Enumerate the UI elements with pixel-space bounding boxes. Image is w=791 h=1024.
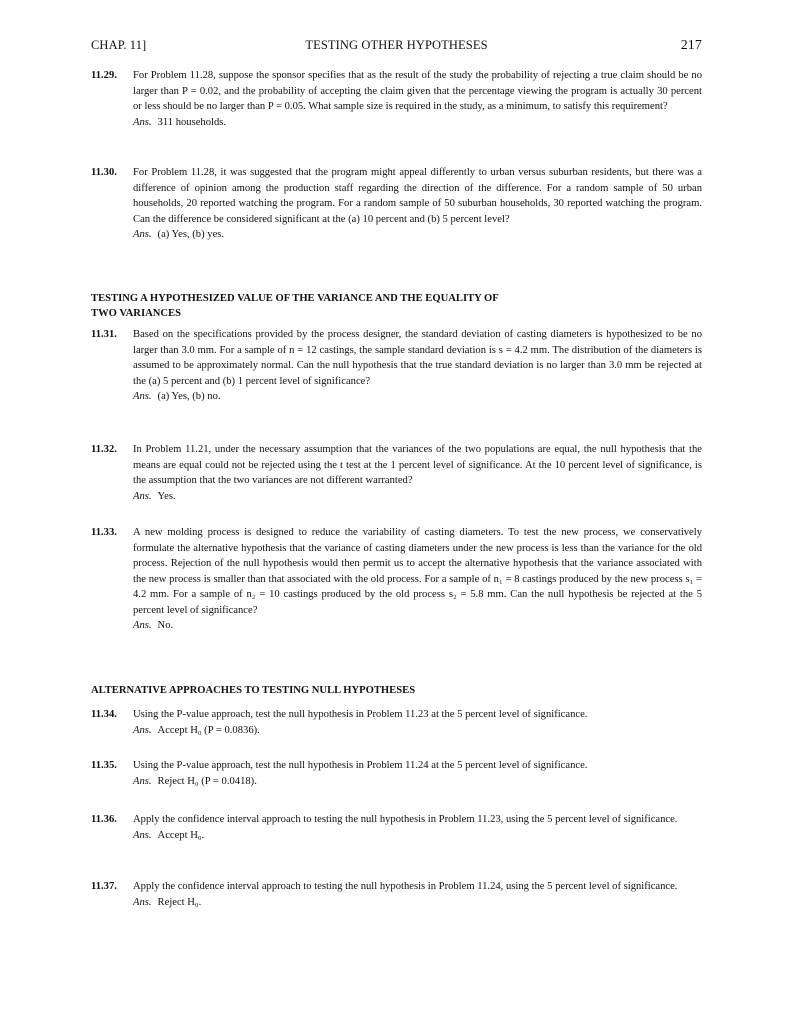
answer-label: Ans. bbox=[133, 391, 152, 402]
answer-label: Ans. bbox=[133, 724, 152, 736]
problem-11-33 bbox=[91, 525, 702, 634]
problem-number: 11.36. bbox=[91, 814, 117, 825]
problem-11-32 bbox=[91, 442, 702, 504]
problem-answer bbox=[133, 389, 702, 405]
answer-text: Reject H₀. bbox=[157, 896, 202, 908]
problem-answer bbox=[133, 618, 702, 634]
answer-text: (a) Yes, (b) no. bbox=[157, 391, 221, 402]
answer-label: Ans. bbox=[133, 229, 152, 240]
page-number: 217 bbox=[680, 38, 702, 53]
problem-11-35 bbox=[91, 758, 702, 789]
problem-answer bbox=[133, 227, 702, 243]
section-title-line: ALTERNATIVE APPROACHES TO TESTING NULL HYPOTHESES bbox=[91, 685, 416, 696]
problem-text: For Problem 11.28, it was suggested that the program might appeal differently to urban versus suburban residents, but there was a difference of opinion among the production staff regarding the direction of the difference. For a random sample of 50 urban households, 20 reported watching the program. For a random sample of 50 suburban households, 30 reported watching the program. Can the difference be considered significant at the (a) 10 percent and (b) 5 percent level? bbox=[133, 167, 702, 225]
problem-answer bbox=[133, 895, 702, 911]
answer-text: Reject H₀ (P = 0.0418). bbox=[157, 775, 257, 787]
answer-text: Accept H₀. bbox=[157, 829, 205, 841]
problem-number: 11.34. bbox=[91, 709, 117, 720]
problem-answer bbox=[133, 489, 702, 505]
problem-number: 11.35. bbox=[91, 760, 117, 771]
problem-number: 11.33. bbox=[91, 527, 117, 538]
problem-answer bbox=[133, 774, 702, 790]
problem-11-37 bbox=[91, 879, 702, 910]
problem-text: Based on the specifications provided by the process designer, the standard deviation of casting diameters is hypothesized to be no larger than 3.0 mm. For a sample of n = 12 castings, the sample standard deviation is s = 4.2 mm. The distribution of the diameters is assumed to be approximately normal. Can the null hypothesis that the true standard deviation is no larger than 3.0 mm be rejected at the (a) 5 percent and (b) 1 percent level of significance? bbox=[133, 329, 702, 387]
answer-text: No. bbox=[157, 620, 174, 631]
page-header bbox=[91, 38, 702, 54]
problem-answer bbox=[133, 828, 702, 844]
problem-11-36 bbox=[91, 812, 702, 843]
problem-11-30 bbox=[91, 165, 702, 243]
problem-11-29 bbox=[91, 68, 702, 130]
answer-label: Ans. bbox=[133, 490, 152, 502]
answer-text: 311 households. bbox=[157, 116, 227, 128]
problem-number: 11.30. bbox=[91, 167, 117, 178]
running-title: TESTING OTHER HYPOTHESES bbox=[305, 38, 488, 52]
problem-11-34 bbox=[91, 707, 702, 738]
problem-number: 11.31. bbox=[91, 329, 117, 340]
problem-text: For Problem 11.28, suppose the sponsor specifies that as the result of the study the probability of rejecting a true claim should be no larger than P = 0.02, and the probability of accepting the claim given that the percentage viewing the program is actually 30 percent or less should be no larger than P = 0.05. What sample size is required in the study, as a minimum, to satisfy this requirement? bbox=[133, 70, 702, 112]
problem-text: Using the P-value approach, test the null hypothesis in Problem 11.23 at the 5 percent level of significance. bbox=[133, 709, 588, 720]
answer-label: Ans. bbox=[133, 896, 152, 908]
section-title-line: TWO VARIANCES bbox=[91, 308, 181, 319]
problem-number: 11.32. bbox=[91, 444, 117, 455]
problem-text: Apply the confidence interval approach to testing the null hypothesis in Problem 11.23, using the 5 percent level of significance. bbox=[133, 814, 678, 825]
section-title-alternative bbox=[91, 683, 702, 698]
chapter-label: CHAP. 11] bbox=[91, 38, 147, 52]
problem-answer bbox=[133, 115, 702, 131]
answer-label: Ans. bbox=[133, 829, 152, 841]
problem-answer bbox=[133, 723, 702, 739]
answer-label: Ans. bbox=[133, 620, 152, 631]
problem-text: Using the P-value approach, test the null hypothesis in Problem 11.24 at the 5 percent level of significance. bbox=[133, 760, 588, 771]
problem-text: A new molding process is designed to reduce the variability of casting diameters. To test the new process, we conservatively formulate the alternative hypothesis that the variance of casting diameters under the new process is less than the variance for the old process. Rejection of the null hypothesis would then permit us to accept the alternative hypothesis that the variance associated with the new process is smaller than that associated with the old process. For a sample of n₁ = 8 castings produced by the new process s₁ = 4.2 mm. For a sample of n₂ = 10 castings produced by the old process s₂ = 5.8 mm. Can the null hypothesis be rejected at the 5 percent level of significance? bbox=[133, 527, 702, 616]
problem-text: Apply the confidence interval approach to testing the null hypothesis in Problem 11.24, using the 5 percent level of significance. bbox=[133, 881, 678, 892]
answer-label: Ans. bbox=[133, 116, 152, 128]
problem-number: 11.37. bbox=[91, 881, 117, 892]
section-title-variance bbox=[91, 291, 702, 321]
answer-label: Ans. bbox=[133, 775, 152, 787]
problem-number: 11.29. bbox=[91, 70, 117, 81]
problem-11-31 bbox=[91, 327, 702, 405]
answer-text: Yes. bbox=[157, 490, 176, 502]
answer-text: Accept H₀ (P = 0.0836). bbox=[157, 724, 260, 736]
answer-text: (a) Yes, (b) yes. bbox=[157, 229, 225, 240]
section-title-line: TESTING A HYPOTHESIZED VALUE OF THE VARIANCE AND THE EQUALITY OF bbox=[91, 293, 499, 304]
problem-text: In Problem 11.21, under the necessary assumption that the variances of the two populations are equal, the null hypothesis that the means are equal could not be rejected using the t test at the 1 percent level of significance. At the 10 percent level of significance, is the assumption that the two variances are not different warranted? bbox=[133, 444, 702, 486]
